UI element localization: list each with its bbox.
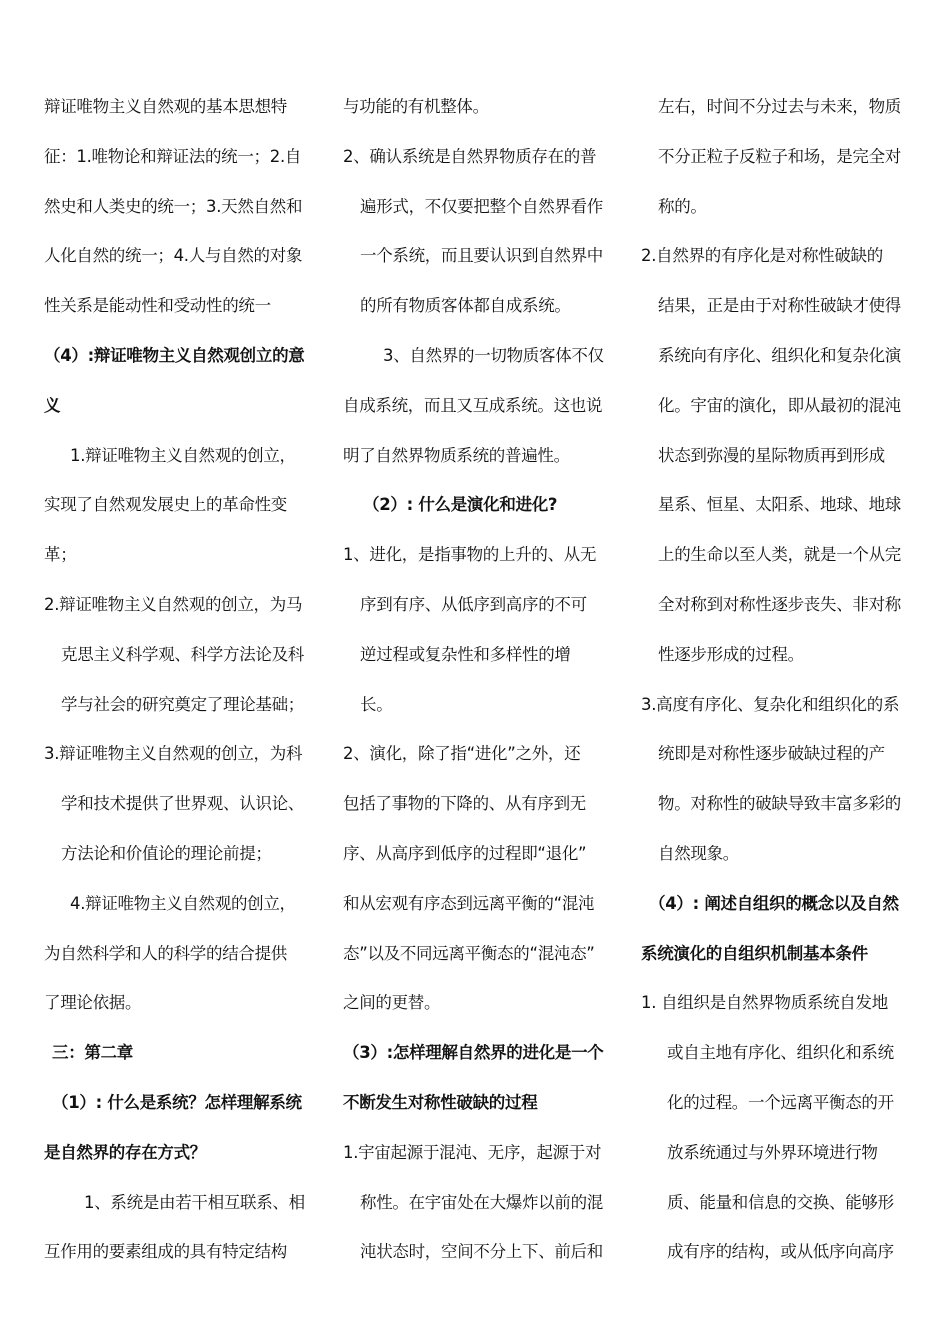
text-line: （4）:辩证唯物主义自然观创立的意 (44, 345, 305, 365)
text-line: 与功能的有机整体。 (343, 97, 489, 116)
text-line: 然史和人类史的统一；3.天然自然和 (44, 196, 303, 216)
text-line: 统即是对称性逐步破缺过程的产 (658, 744, 885, 764)
text-line: 成有序的结构，或从低序向高序 (667, 1242, 894, 1262)
text-line: 性逐步形成的过程。 (658, 644, 804, 664)
text-line: 为自然科学和人的科学的结合提供 (44, 943, 288, 963)
text-line: 2、确认系统是自然界物质存在的普 (343, 146, 597, 166)
text-line: 辩证唯物主义自然观的基本思想特 (44, 97, 288, 116)
text-line: 1.辩证唯物主义自然观的创立， (70, 445, 296, 465)
text-line: 三：第二章 (52, 1043, 134, 1063)
text-column-right (641, 82, 913, 1277)
text-line: 序、从高序到低序的过程即“退化” (343, 843, 587, 863)
text-line: 3.高度有序化、复杂化和组织化的系 (641, 694, 900, 714)
text-line: 了理论依据。 (44, 993, 142, 1013)
text-column-left (44, 82, 316, 1277)
text-line: 包括了事物的下降的、从有序到无 (343, 794, 587, 814)
text-line: 上的生命以至人类，就是一个从完 (658, 545, 902, 565)
text-line: 明了自然界物质系统的普遍性。 (343, 445, 570, 465)
text-line: 遍形式，不仅要把整个自然界看作 (360, 196, 604, 216)
text-line: 左右，时间不分过去与未来，物质 (658, 97, 902, 116)
text-line: 质、能量和信息的交换、能够形 (667, 1192, 894, 1212)
text-line: 1.宇宙起源于混沌、无序，起源于对 (343, 1142, 602, 1162)
text-line: 一个系统，而且要认识到自然界中 (360, 246, 604, 266)
text-line: 沌状态时，空间不分上下、前后和 (360, 1242, 604, 1262)
text-line: 革； (44, 545, 77, 565)
text-line: 结果，正是由于对称性破缺才使得 (658, 296, 902, 316)
text-line: 不断发生对称性破缺的过程 (343, 1092, 538, 1112)
text-line: 化。宇宙的演化，即从最初的混沌 (658, 395, 902, 415)
text-line: 系统演化的自组织机制基本条件 (641, 943, 868, 963)
text-line: 和从宏观有序态到远离平衡的“混沌 (343, 893, 595, 913)
text-line: 的所有物质客体都自成系统。 (360, 296, 571, 316)
text-line: 化的过程。一个远离平衡态的开 (667, 1092, 894, 1112)
text-line: 1、进化，是指事物的上升的、从无 (343, 545, 597, 565)
text-line: 实现了自然观发展史上的革命性变 (44, 495, 288, 515)
text-line: 序到有序、从低序到高序的不可 (360, 594, 587, 614)
text-line: 3、自然界的一切物质客体不仅 (383, 345, 604, 365)
text-line: 全对称到对称性逐步丧失、非对称 (658, 594, 902, 614)
text-line: 1. 自组织是自然界物质系统自发地 (641, 993, 888, 1013)
text-line: 称的。 (658, 196, 707, 216)
text-line: （1）: 什么是系统？怎样理解系统 (52, 1092, 302, 1112)
text-line: 不分正粒子反粒子和场，是完全对 (658, 146, 902, 166)
text-line: 称性。在宇宙处在大爆炸以前的混 (360, 1192, 604, 1212)
text-line: 物。对称性的破缺导致丰富多彩的 (658, 794, 902, 814)
text-line: 征：1.唯物论和辩证法的统一；2.自 (44, 146, 302, 166)
text-line: 3.辩证唯物主义自然观的创立，为科 (44, 744, 303, 764)
text-line: 星系、恒星、太阳系、地球、地球 (658, 495, 902, 515)
text-line: 互作用的要素组成的具有特定结构 (44, 1242, 288, 1262)
text-line: （3）:怎样理解自然界的进化是一个 (343, 1043, 604, 1063)
text-column-middle (343, 82, 615, 1277)
text-line: 系统向有序化、组织化和复杂化演 (658, 345, 902, 365)
text-line: 4.辩证唯物主义自然观的创立， (70, 893, 296, 913)
text-line: 自然现象。 (658, 843, 740, 863)
text-line: 方法论和价值论的理论前提； (61, 843, 272, 863)
text-line: 2、演化，除了指“进化”之外，还 (343, 744, 581, 764)
text-line: 长。 (360, 694, 393, 714)
text-line: 学和技术提供了世界观、认识论、 (61, 794, 305, 814)
text-line: 放系统通过与外界环境进行物 (667, 1142, 878, 1162)
text-line: 2.自然界的有序化是对称性破缺的 (641, 246, 883, 266)
text-line: 自成系统，而且又互成系统。这也说 (343, 395, 603, 415)
text-line: 学与社会的研究奠定了理论基础； (61, 694, 305, 714)
text-line: 克思主义科学观、科学方法论及科 (61, 644, 305, 664)
text-line: 或自主地有序化、组织化和系统 (667, 1043, 894, 1063)
text-line: （2）: 什么是演化和进化? (363, 495, 558, 515)
text-line: 人化自然的统一；4.人与自然的对象 (44, 246, 303, 266)
text-line: 态”以及不同远离平衡态的“混沌态” (343, 943, 595, 963)
text-line: 逆过程或复杂性和多样性的增 (360, 644, 571, 664)
text-line: 2.辩证唯物主义自然观的创立，为马 (44, 594, 303, 614)
text-line: 之间的更替。 (343, 993, 441, 1013)
text-line: 状态到弥漫的星际物质再到形成 (658, 445, 885, 465)
text-line: 义 (44, 395, 61, 415)
text-line: 是自然界的存在方式？ (44, 1142, 207, 1162)
text-line: 性关系是能动性和受动性的统一 (44, 296, 271, 316)
text-line: （4）: 阐述自组织的概念以及自然 (649, 893, 899, 913)
text-line: 1、系统是由若干相互联系、相 (84, 1192, 305, 1212)
